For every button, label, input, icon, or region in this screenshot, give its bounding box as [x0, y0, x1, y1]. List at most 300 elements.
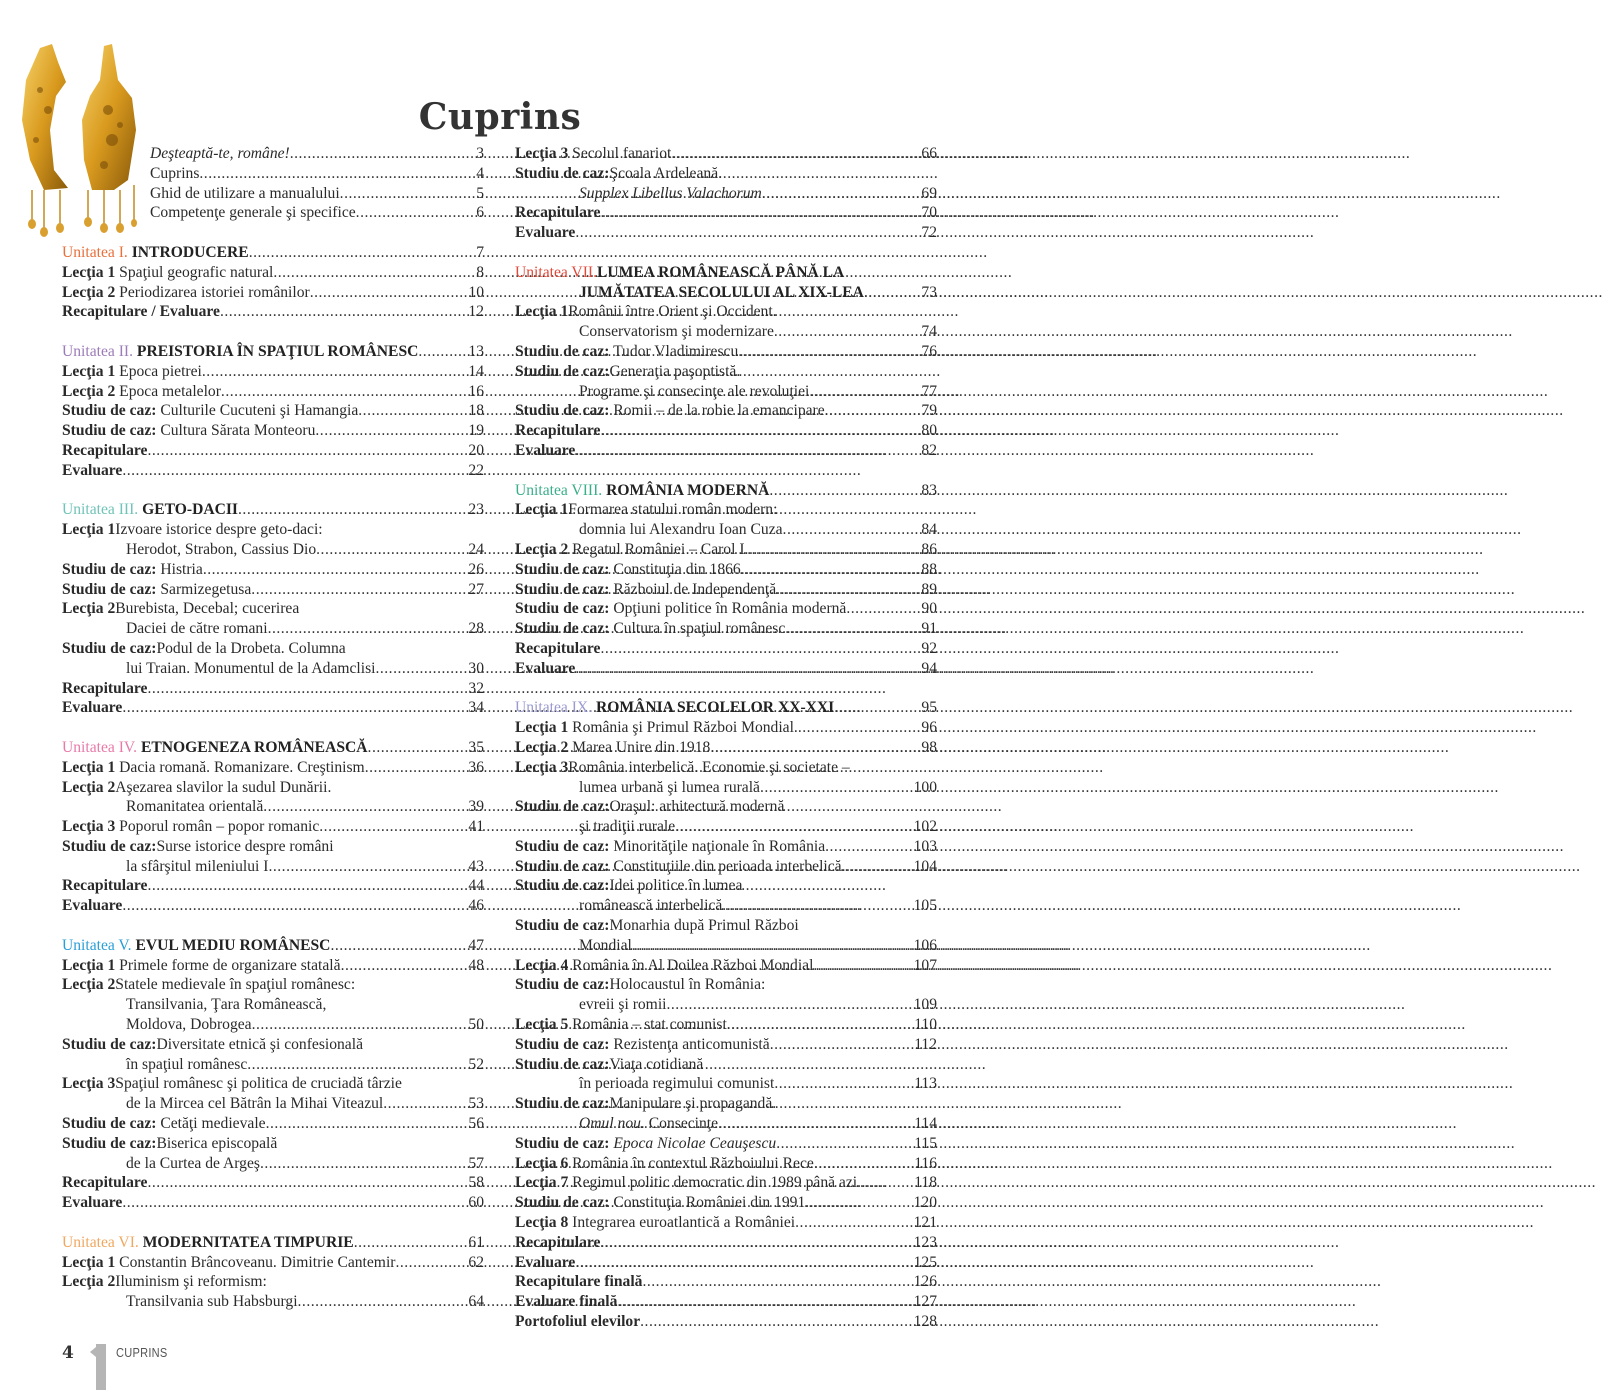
- dot-leader: [814, 1154, 914, 1174]
- toc-left-column: [62, 144, 484, 1312]
- entry-title: Integrarea euroatlantică a României: [572, 1214, 796, 1232]
- toc-entry-continuation[interactable]: [515, 322, 937, 342]
- dot-leader: [809, 382, 921, 402]
- dot-leader: [383, 1094, 468, 1114]
- entry-text: [515, 481, 769, 501]
- entry-lead: Lecţia 2: [62, 600, 116, 618]
- toc-intro: [62, 144, 484, 223]
- toc-entry[interactable]: [62, 560, 484, 580]
- toc-entry[interactable]: [62, 956, 484, 976]
- toc-entry[interactable]: [62, 362, 484, 382]
- entry-text: [579, 1114, 718, 1134]
- page-number-ref: 58: [468, 1174, 484, 1192]
- page-number-ref: 113: [914, 1075, 937, 1093]
- toc-entry[interactable]: [62, 975, 484, 995]
- page-number-ref: 26: [468, 560, 484, 578]
- entry-lead: Lecţia 7: [515, 1174, 569, 1192]
- toc-entry[interactable]: [515, 342, 937, 362]
- toc-entry[interactable]: [62, 520, 484, 540]
- toc-entry[interactable]: [62, 1035, 484, 1055]
- entry-lead: Studiu de caz:: [515, 1035, 610, 1053]
- page-number-ref: 120: [913, 1194, 937, 1212]
- entry-lead: Studiu de caz:: [515, 917, 610, 935]
- toc-entry-continuation[interactable]: [62, 797, 484, 817]
- page-number-ref: 52: [468, 1055, 484, 1073]
- entry-title-cont: Daciei de către romani: [126, 620, 268, 638]
- toc-entry[interactable]: [515, 956, 937, 976]
- unit-label: Unitatea VII.: [515, 263, 597, 281]
- entry-text: [62, 362, 202, 382]
- entry-lead: Recapitulare: [515, 639, 601, 657]
- entry-text: [515, 203, 600, 223]
- entry-lead: Recapitulare: [62, 1174, 148, 1192]
- entry-lead: Studiu de caz:: [515, 560, 610, 578]
- entry-text: [62, 401, 358, 421]
- entry-title-cont: Transilvania sub Habsburgi: [126, 1293, 298, 1311]
- page-number-ref: 126: [913, 1273, 937, 1291]
- toc-entry[interactable]: [62, 817, 484, 837]
- page-number-ref: 57: [468, 1154, 484, 1172]
- page-number-ref: 44: [468, 877, 484, 895]
- toc-entry[interactable]: [515, 1094, 937, 1114]
- toc-entry[interactable]: [515, 758, 937, 778]
- dot-leader: [722, 896, 913, 916]
- entry-lead: Recapitulare: [515, 1233, 601, 1251]
- unit-title: ROMÂNIA SECOLELOR XX-XXI: [595, 699, 835, 717]
- toc-entry[interactable]: [62, 1134, 484, 1154]
- entry-lead: Studiu de caz:: [62, 1115, 157, 1133]
- toc-entry[interactable]: [62, 837, 484, 857]
- entry-title: Podul de la Drobeta. Columna: [156, 639, 346, 657]
- entry-text: [515, 421, 600, 441]
- entry-text: [579, 778, 760, 798]
- toc-entry[interactable]: [62, 302, 484, 322]
- toc-entry[interactable]: [515, 619, 937, 639]
- dot-leader: [203, 560, 469, 580]
- entry-text: [62, 1233, 354, 1253]
- toc-entry[interactable]: [515, 797, 937, 817]
- toc-entry[interactable]: [62, 1193, 484, 1213]
- entry-title: Biserica episcopală: [156, 1134, 278, 1152]
- dot-leader: [122, 1193, 468, 1213]
- toc-entry[interactable]: [515, 560, 937, 580]
- toc-entry[interactable]: [515, 639, 937, 659]
- toc-right-column: [515, 144, 937, 1332]
- entry-title: Constituţia României din 1991: [613, 1194, 806, 1212]
- toc-entry[interactable]: [62, 876, 484, 896]
- dot-leader: [666, 995, 913, 1015]
- toc-entry-continuation[interactable]: [515, 1114, 937, 1134]
- dot-leader: [368, 738, 469, 758]
- toc-entry-continuation[interactable]: [62, 1015, 484, 1035]
- entry-title-cont: în perioada regimului comunist: [579, 1075, 775, 1093]
- page-number-ref: 36: [468, 758, 484, 776]
- toc-entry[interactable]: [515, 1233, 937, 1253]
- toc-entry[interactable]: [515, 421, 937, 441]
- page-number-ref: 30: [468, 659, 484, 677]
- toc-entry-continuation[interactable]: [62, 540, 484, 560]
- toc-entry[interactable]: [62, 1074, 484, 1094]
- dot-leader: [358, 401, 468, 421]
- dot-leader: [718, 1114, 914, 1134]
- entry-text: [515, 619, 785, 639]
- entry-lead: Evaluare: [515, 224, 576, 242]
- page-number-ref: 47: [468, 936, 484, 954]
- page-number-ref: 82: [921, 441, 937, 459]
- toc-entry[interactable]: [515, 401, 937, 421]
- entry-title: Constituţiile din perioada interbelică: [613, 857, 842, 875]
- spacer: [62, 718, 484, 738]
- entry-title-cont: în spaţiul românesc: [126, 1055, 248, 1073]
- dot-leader: [251, 580, 468, 600]
- dot-leader: [356, 203, 477, 223]
- toc-entry[interactable]: [515, 500, 937, 520]
- page-number-ref: 106: [913, 936, 937, 954]
- toc-entry-continuation[interactable]: [62, 1154, 484, 1174]
- entry-lead: Studiu de caz:: [515, 976, 610, 994]
- entry-lead: Studiu de caz:: [515, 580, 610, 598]
- toc-entry[interactable]: [515, 1035, 937, 1055]
- entry-title: Formarea statului român modern:: [568, 501, 778, 519]
- toc-unit-block: [62, 738, 484, 916]
- toc-entry-continuation[interactable]: [515, 936, 937, 956]
- toc-entry[interactable]: [515, 599, 937, 619]
- toc-entry-continuation[interactable]: [515, 382, 937, 402]
- dot-leader: [783, 520, 922, 540]
- toc-entry[interactable]: [62, 599, 484, 619]
- entry-text: [515, 718, 798, 738]
- entry-text: [62, 738, 368, 758]
- dot-leader: [762, 184, 922, 204]
- entry-title: Culturile Cucuteni şi Hamangia: [160, 402, 359, 420]
- toc-entry[interactable]: [515, 916, 937, 936]
- entry-lead: Lecţia 1: [62, 362, 116, 380]
- page-number-ref: 116: [914, 1154, 937, 1172]
- entry-text: [515, 738, 710, 758]
- unit-heading-continuation[interactable]: [515, 283, 937, 303]
- page-number-ref: 7: [476, 243, 484, 261]
- unit-title: ETNOGENEZA ROMÂNEASCĂ: [140, 738, 368, 756]
- dot-leader: [825, 401, 922, 421]
- toc-entry[interactable]: [515, 144, 937, 164]
- toc-entry[interactable]: [62, 1272, 484, 1292]
- dot-leader: [273, 263, 476, 283]
- page-number-ref: 43: [468, 857, 484, 875]
- toc-entry[interactable]: [515, 441, 937, 461]
- toc-entry-continuation[interactable]: [62, 1292, 484, 1312]
- unit-title: ROMÂNIA MODERNĂ: [606, 481, 770, 499]
- toc-entry-continuation[interactable]: [62, 857, 484, 877]
- entry-title-cont: românească interbelică: [579, 897, 723, 915]
- toc-entry-continuation[interactable]: [515, 1074, 937, 1094]
- toc-unit-block: [62, 936, 484, 1213]
- page-number-ref: 24: [468, 540, 484, 558]
- unit-label: Unitatea I.: [62, 243, 128, 261]
- entry-text: [62, 679, 147, 699]
- entry-lead: Studiu de caz:: [515, 342, 610, 360]
- page-number-ref: 77: [921, 382, 937, 400]
- unit-heading[interactable]: [62, 243, 484, 263]
- page-number-ref: 48: [468, 956, 484, 974]
- page-number-ref: 125: [913, 1253, 937, 1271]
- entry-lead: Studiu de caz:: [515, 877, 610, 895]
- entry-title: Deşteaptă-te, române!: [150, 145, 290, 162]
- unit-heading[interactable]: [515, 481, 937, 501]
- unit-title: EVUL MEDIU ROMÂNESC: [135, 936, 331, 954]
- entry-text: [62, 758, 365, 778]
- toc-entry-continuation[interactable]: [515, 184, 937, 204]
- page-number-ref: 80: [921, 422, 937, 440]
- entry-title: Cuprins: [150, 164, 200, 182]
- toc-entry[interactable]: [515, 975, 937, 995]
- toc-entry-continuation[interactable]: [62, 1055, 484, 1075]
- entry-title: Regatul României – Carol I: [572, 540, 745, 558]
- toc-entry[interactable]: [515, 1055, 937, 1075]
- toc-entry[interactable]: [515, 857, 937, 877]
- dot-leader: [252, 1015, 469, 1035]
- unit-label: Unitatea VI.: [62, 1233, 139, 1251]
- toc-entry[interactable]: [515, 837, 937, 857]
- unit-heading[interactable]: [62, 500, 484, 520]
- entry-lead: Lecţia 1: [515, 501, 569, 519]
- toc-entry[interactable]: [62, 1114, 484, 1134]
- page-number-ref: 66: [921, 145, 937, 162]
- toc-entry[interactable]: [515, 1134, 937, 1154]
- unit-heading[interactable]: [62, 738, 484, 758]
- unit-heading[interactable]: [515, 698, 937, 718]
- toc-entry[interactable]: [515, 1173, 937, 1193]
- entry-lead: Lecţia 4: [515, 956, 569, 974]
- toc-entry[interactable]: [62, 580, 484, 600]
- toc-entry[interactable]: [62, 283, 484, 303]
- entry-title: Secolul fanariot: [572, 145, 672, 162]
- entry-lead: Lecţia 1: [62, 521, 116, 539]
- entry-text: [62, 461, 122, 481]
- toc-entry-continuation[interactable]: [515, 896, 937, 916]
- dot-leader: [632, 936, 914, 956]
- dot-leader: [147, 1173, 468, 1193]
- dot-leader: [319, 817, 468, 837]
- toc-entry[interactable]: [62, 263, 484, 283]
- toc-entry[interactable]: [515, 580, 937, 600]
- entry-lead: Studiu de caz:: [515, 402, 610, 420]
- toc-entry[interactable]: [62, 421, 484, 441]
- page-number-ref: 98: [921, 738, 937, 756]
- entry-text: [515, 1292, 617, 1312]
- entry-title: Poporul român – popor romanic: [119, 818, 320, 836]
- entry-title: Războiul de Independenţă: [613, 580, 777, 598]
- entry-text: [515, 1154, 814, 1174]
- toc-entry[interactable]: [515, 876, 937, 896]
- toc-entry[interactable]: [515, 1154, 937, 1174]
- entry-title: Statele medievale în spaţiul românesc:: [115, 976, 356, 994]
- entry-text: [515, 1035, 770, 1055]
- toc-entry[interactable]: [515, 1213, 937, 1233]
- entry-text: [62, 441, 147, 461]
- toc-entry[interactable]: [62, 698, 484, 718]
- entry-title: Histria: [160, 560, 203, 578]
- page-number-ref: 84: [921, 521, 937, 539]
- entry-text: [515, 1193, 805, 1213]
- toc-entry[interactable]: [62, 758, 484, 778]
- page-number-ref: 50: [468, 1016, 484, 1034]
- dot-leader: [600, 421, 921, 441]
- entry-lead: Studiu de caz:: [515, 164, 610, 182]
- entry-lead: Studiu de caz:: [515, 1134, 610, 1152]
- entry-title: Spaţiul românesc şi politica de cruciadă târzie: [115, 1075, 402, 1093]
- unit-heading[interactable]: [62, 936, 484, 956]
- toc-entry-continuation[interactable]: [515, 817, 937, 837]
- page-number-ref: 4: [476, 164, 484, 182]
- unit-heading[interactable]: [515, 263, 937, 283]
- toc-entry[interactable]: [62, 639, 484, 659]
- dot-leader: [147, 679, 468, 699]
- toc-entry[interactable]: [515, 302, 937, 322]
- toc-entry[interactable]: [62, 401, 484, 421]
- entry-title: Epoca Nicolae Ceauşescu: [613, 1134, 777, 1152]
- dot-leader: [330, 936, 468, 956]
- toc-entry[interactable]: [62, 679, 484, 699]
- toc-entry[interactable]: [515, 203, 937, 223]
- entry-lead: Lecţia 3: [62, 1075, 116, 1093]
- toc-left-units: [62, 243, 484, 1312]
- page-number-ref: 109: [913, 996, 937, 1014]
- entry-title-italic: Omul nou.: [579, 1115, 645, 1133]
- toc-entry[interactable]: [515, 1193, 937, 1213]
- toc-intro-entry[interactable]: [150, 144, 484, 164]
- entry-text: [515, 441, 575, 461]
- entry-lead: Lecţia 1: [515, 719, 569, 737]
- toc-entry[interactable]: [515, 1253, 937, 1273]
- dot-leader: [395, 1253, 468, 1273]
- page-number-ref: 41: [468, 818, 484, 836]
- entry-title: Epoca metalelor: [119, 382, 221, 400]
- toc-entry[interactable]: [515, 362, 937, 382]
- toc-intro-entry[interactable]: [150, 184, 484, 204]
- entry-title: Regimul politic democratic din 1989 până azi: [572, 1174, 858, 1192]
- dot-leader: [600, 203, 921, 223]
- entry-text: [515, 1272, 642, 1292]
- dot-leader: [122, 698, 468, 718]
- page-number-ref: 12: [468, 303, 484, 321]
- dot-leader: [769, 481, 921, 501]
- page-number-ref: 104: [913, 857, 937, 875]
- dot-leader: [745, 540, 922, 560]
- entry-title: Epoca pietrei: [119, 362, 202, 380]
- unit-heading[interactable]: [62, 342, 484, 362]
- entry-title: Primele forme de organizare statală: [119, 956, 341, 974]
- toc-entry[interactable]: [515, 1015, 937, 1035]
- entry-title: Periodizarea istoriei românilor: [119, 283, 310, 301]
- dot-leader: [798, 718, 922, 738]
- entry-text: [126, 1292, 298, 1312]
- entry-title: Aşezarea slavilor la sudul Dunării.: [115, 778, 332, 796]
- toc-unit-block: [62, 1233, 484, 1312]
- toc-entry[interactable]: [515, 1312, 937, 1332]
- toc-entry[interactable]: [515, 1272, 937, 1292]
- entry-lead: Evaluare: [62, 1194, 123, 1212]
- dot-leader: [741, 560, 922, 580]
- toc-entry[interactable]: [62, 1253, 484, 1273]
- toc-unit-block: [62, 342, 484, 481]
- dot-leader: [795, 1213, 913, 1233]
- entry-text: [579, 382, 809, 402]
- toc-intro-entry[interactable]: [150, 203, 484, 223]
- toc-entry[interactable]: [62, 461, 484, 481]
- entry-title-cont: Conservatorism şi modernizare: [579, 323, 774, 341]
- entry-text: [515, 857, 842, 877]
- toc-entry[interactable]: [515, 659, 937, 679]
- toc-intro-entry[interactable]: [150, 164, 484, 184]
- entry-lead: Studiu de caz:: [515, 620, 610, 638]
- toc-entry-continuation[interactable]: [515, 995, 937, 1015]
- page-number-ref: 5: [476, 184, 484, 202]
- page-number-ref: 90: [921, 600, 937, 618]
- dot-leader: [864, 283, 921, 303]
- toc-entry[interactable]: [62, 896, 484, 916]
- toc-entry-continuation[interactable]: [515, 778, 937, 798]
- page-number-ref: 112: [914, 1035, 937, 1053]
- entry-text: [62, 421, 315, 441]
- dot-leader: [268, 857, 468, 877]
- toc-unit-block: [515, 263, 937, 461]
- entry-text: [62, 382, 221, 402]
- entry-text: [515, 1312, 640, 1332]
- toc-entry[interactable]: [62, 382, 484, 402]
- toc-entry[interactable]: [515, 1292, 937, 1312]
- page-number-ref: 118: [914, 1174, 937, 1192]
- dot-leader: [249, 243, 477, 263]
- toc-entry[interactable]: [62, 1173, 484, 1193]
- page-number-ref: 92: [921, 639, 937, 657]
- entry-lead: Portofoliul elevilor: [515, 1313, 641, 1331]
- dot-leader: [575, 441, 921, 461]
- toc-entry[interactable]: [515, 223, 937, 243]
- toc-entry[interactable]: [62, 778, 484, 798]
- dot-leader: [575, 223, 921, 243]
- page-number: 4: [62, 1343, 74, 1363]
- entry-text: [126, 1055, 247, 1075]
- spacer: [62, 322, 484, 342]
- dot-leader: [315, 421, 468, 441]
- toc-right-units: [515, 263, 937, 1332]
- toc-entry-continuation[interactable]: [515, 520, 937, 540]
- toc-entry-continuation[interactable]: [62, 619, 484, 639]
- page-number-ref: 64: [468, 1293, 484, 1311]
- toc-entry[interactable]: [515, 738, 937, 758]
- entry-title-cont: domnia lui Alexandru Ioan Cuza: [579, 521, 783, 539]
- toc-entry[interactable]: [515, 164, 937, 184]
- entry-lead: Recapitulare / Evaluare: [62, 303, 220, 321]
- toc-entry[interactable]: [515, 540, 937, 560]
- unit-heading[interactable]: [62, 1233, 484, 1253]
- entry-text: [62, 560, 203, 580]
- entry-lead: Lecţia 2: [515, 540, 569, 558]
- dot-leader: [857, 1173, 914, 1193]
- entry-title: Cetăţi medievale: [160, 1115, 266, 1133]
- page-number-ref: 61: [468, 1233, 484, 1251]
- toc-entry[interactable]: [62, 441, 484, 461]
- entry-title: Spaţiul geografic natural: [119, 263, 274, 281]
- page-number-ref: 91: [921, 620, 937, 638]
- unit-label: Unitatea V.: [62, 936, 132, 954]
- dot-leader: [310, 283, 469, 303]
- toc-entry[interactable]: [515, 718, 937, 738]
- toc-entry-continuation[interactable]: [62, 659, 484, 679]
- entry-text: [150, 144, 290, 164]
- toc-entry-continuation[interactable]: [62, 1094, 484, 1114]
- entry-text: [515, 1134, 776, 1154]
